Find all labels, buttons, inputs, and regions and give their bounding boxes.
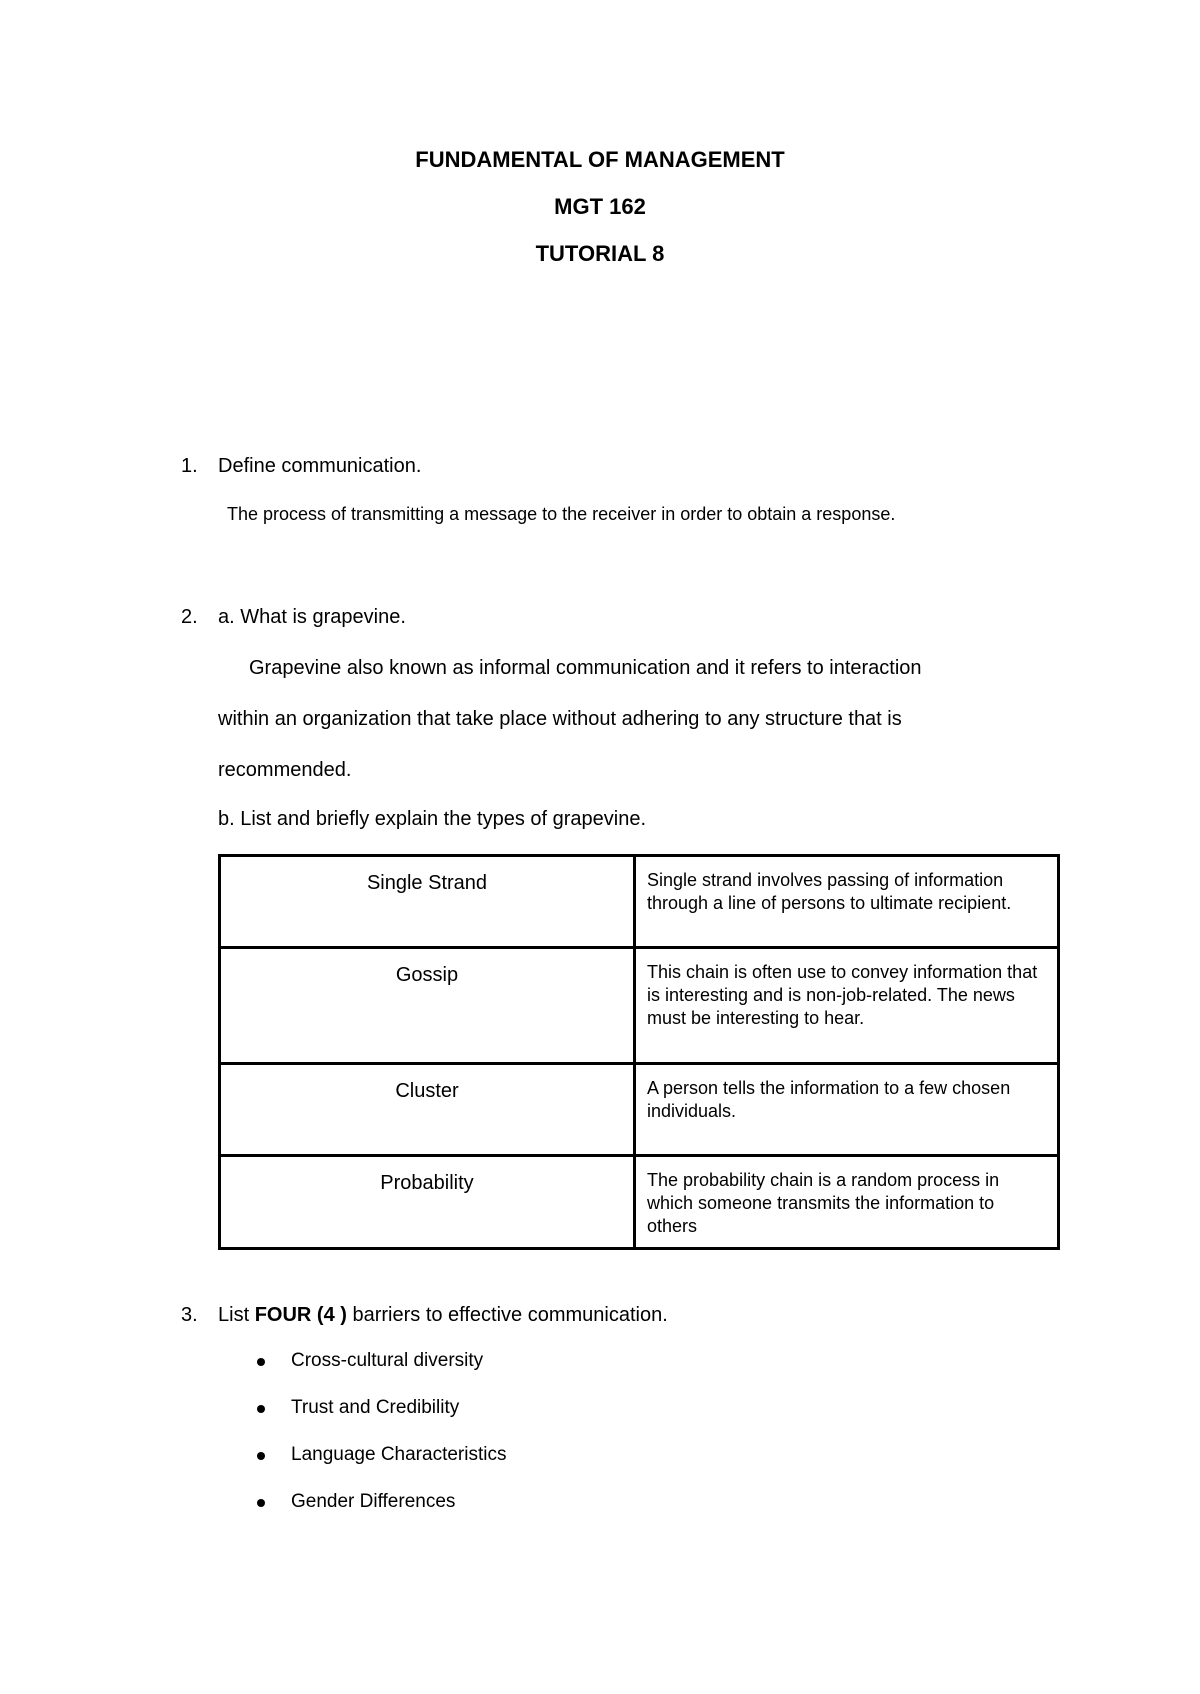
question-1-answer: The process of transmitting a message to the receiver in order to obtain a response. — [227, 504, 896, 524]
barriers-list — [254, 1349, 506, 1537]
list-item: Trust and Credibility — [254, 1396, 506, 1443]
table-row — [220, 856, 1059, 948]
question-2a-answer-line-2: within an organization that take place without adhering to any structure that is — [218, 708, 902, 730]
bullet-icon — [257, 1452, 265, 1460]
question-2a-text: a. What is grapevine. — [218, 606, 406, 628]
grapevine-description-cell: The probability chain is a random process in which someone transmits the information to others — [635, 1156, 1059, 1249]
bullet-icon — [257, 1499, 265, 1507]
grapevine-type-cell: Probability — [220, 1156, 635, 1249]
grapevine-description-cell: A person tells the information to a few chosen individuals. — [635, 1064, 1059, 1156]
question-3-number: 3. — [181, 1304, 198, 1326]
grapevine-type-cell: Cluster — [220, 1064, 635, 1156]
question-2a-answer-line-1: Grapevine also known as informal communication and it refers to interaction — [249, 657, 922, 679]
bullet-icon — [257, 1405, 265, 1413]
question-3-text — [218, 1303, 668, 1327]
question-2b-text: b. List and briefly explain the types of grapevine. — [218, 808, 647, 830]
table-row — [220, 1064, 1059, 1156]
list-item: Cross-cultural diversity — [254, 1349, 506, 1396]
list-item: Language Characteristics — [254, 1443, 506, 1490]
grapevine-description-cell: Single strand involves passing of information through a line of persons to ultimate recipient. — [635, 856, 1059, 948]
question-3-prefix: List — [218, 1304, 255, 1326]
grapevine-type-cell: Gossip — [220, 948, 635, 1064]
tutorial-title: TUTORIAL 8 — [535, 241, 665, 266]
grapevine-description-cell: This chain is often use to convey information that is interesting and is non-job-related. The news must be interesting to hear. — [635, 948, 1059, 1064]
question-3-emphasis: FOUR (4 ) — [254, 1304, 347, 1326]
table-row — [220, 948, 1059, 1064]
grapevine-type-cell: Single Strand — [220, 856, 635, 948]
question-2a-answer — [218, 643, 1008, 796]
grapevine-types-table — [218, 854, 1060, 1250]
list-item: Gender Differences — [254, 1490, 506, 1537]
bullet-icon — [257, 1358, 265, 1366]
table-row — [220, 1156, 1059, 1249]
question-2-number: 2. — [181, 606, 198, 628]
course-code: MGT 162 — [554, 194, 646, 219]
question-3-suffix: barriers to effective communication. — [346, 1304, 668, 1326]
course-title: FUNDAMENTAL OF MANAGEMENT — [415, 147, 785, 172]
question-2a-answer-line-3: recommended. — [218, 759, 352, 781]
question-1-number: 1. — [181, 455, 198, 477]
question-1-text: Define communication. — [218, 455, 422, 477]
